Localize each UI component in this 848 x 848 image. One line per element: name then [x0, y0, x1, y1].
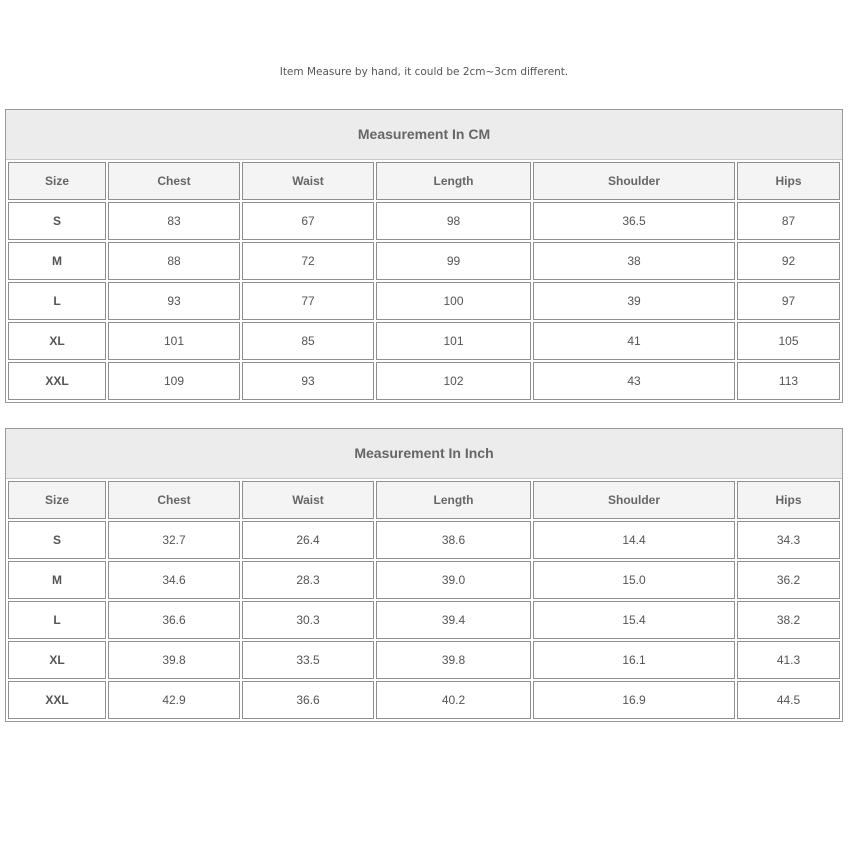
hips-cell: 105: [737, 322, 840, 360]
table-row: [8, 362, 840, 400]
header-cell-size: Size: [8, 162, 106, 200]
inch-size-table: [5, 428, 843, 722]
header-cell-chest: Chest: [108, 481, 240, 519]
waist-cell: 67: [242, 202, 374, 240]
size-cell: S: [8, 521, 106, 559]
chest-cell: 42.9: [108, 681, 240, 719]
shoulder-cell: 14.4: [533, 521, 735, 559]
hips-cell: 92: [737, 242, 840, 280]
chest-cell: 88: [108, 242, 240, 280]
chest-cell: 36.6: [108, 601, 240, 639]
waist-cell: 30.3: [242, 601, 374, 639]
chest-cell: 39.8: [108, 641, 240, 679]
shoulder-cell: 15.0: [533, 561, 735, 599]
shoulder-cell: 41: [533, 322, 735, 360]
table-row: [8, 681, 840, 719]
hips-cell: 34.3: [737, 521, 840, 559]
waist-cell: 77: [242, 282, 374, 320]
length-cell: 39.0: [376, 561, 531, 599]
length-cell: 100: [376, 282, 531, 320]
waist-cell: 33.5: [242, 641, 374, 679]
cm-header-row: [8, 162, 840, 200]
shoulder-cell: 39: [533, 282, 735, 320]
header-cell-shoulder: Shoulder: [533, 481, 735, 519]
length-cell: 99: [376, 242, 531, 280]
chest-cell: 34.6: [108, 561, 240, 599]
chest-cell: 93: [108, 282, 240, 320]
length-cell: 38.6: [376, 521, 531, 559]
size-cell: S: [8, 202, 106, 240]
inch-table-title: Measurement In Inch: [6, 429, 842, 479]
hips-cell: 87: [737, 202, 840, 240]
length-cell: 39.8: [376, 641, 531, 679]
hips-cell: 44.5: [737, 681, 840, 719]
waist-cell: 85: [242, 322, 374, 360]
size-cell: XXL: [8, 362, 106, 400]
header-cell-chest: Chest: [108, 162, 240, 200]
table-row: [8, 521, 840, 559]
shoulder-cell: 16.9: [533, 681, 735, 719]
length-cell: 101: [376, 322, 531, 360]
table-row: [8, 601, 840, 639]
header-cell-length: Length: [376, 162, 531, 200]
header-cell-waist: Waist: [242, 162, 374, 200]
header-cell-shoulder: Shoulder: [533, 162, 735, 200]
table-row: [8, 202, 840, 240]
header-cell-waist: Waist: [242, 481, 374, 519]
inch-table-grid: [6, 479, 842, 721]
cm-table-grid: [6, 160, 842, 402]
hips-cell: 113: [737, 362, 840, 400]
size-cell: XXL: [8, 681, 106, 719]
header-cell-hips: Hips: [737, 162, 840, 200]
table-row: [8, 641, 840, 679]
waist-cell: 93: [242, 362, 374, 400]
measurement-note: Item Measure by hand, it could be 2cm~3cm different.: [279, 66, 569, 78]
waist-cell: 36.6: [242, 681, 374, 719]
hips-cell: 97: [737, 282, 840, 320]
length-cell: 40.2: [376, 681, 531, 719]
waist-cell: 72: [242, 242, 374, 280]
header-cell-hips: Hips: [737, 481, 840, 519]
size-cell: XL: [8, 322, 106, 360]
hips-cell: 36.2: [737, 561, 840, 599]
size-cell: M: [8, 561, 106, 599]
table-row: [8, 561, 840, 599]
shoulder-cell: 36.5: [533, 202, 735, 240]
length-cell: 39.4: [376, 601, 531, 639]
header-cell-size: Size: [8, 481, 106, 519]
length-cell: 98: [376, 202, 531, 240]
shoulder-cell: 38: [533, 242, 735, 280]
waist-cell: 26.4: [242, 521, 374, 559]
size-cell: L: [8, 601, 106, 639]
chest-cell: 101: [108, 322, 240, 360]
shoulder-cell: 43: [533, 362, 735, 400]
cm-size-table: [5, 109, 843, 403]
table-row: [8, 322, 840, 360]
chest-cell: 32.7: [108, 521, 240, 559]
header-cell-length: Length: [376, 481, 531, 519]
size-cell: XL: [8, 641, 106, 679]
hips-cell: 38.2: [737, 601, 840, 639]
hips-cell: 41.3: [737, 641, 840, 679]
table-row: [8, 282, 840, 320]
shoulder-cell: 15.4: [533, 601, 735, 639]
size-cell: L: [8, 282, 106, 320]
chest-cell: 83: [108, 202, 240, 240]
size-cell: M: [8, 242, 106, 280]
table-row: [8, 242, 840, 280]
waist-cell: 28.3: [242, 561, 374, 599]
cm-table-title: Measurement In CM: [6, 110, 842, 160]
length-cell: 102: [376, 362, 531, 400]
chest-cell: 109: [108, 362, 240, 400]
inch-header-row: [8, 481, 840, 519]
shoulder-cell: 16.1: [533, 641, 735, 679]
